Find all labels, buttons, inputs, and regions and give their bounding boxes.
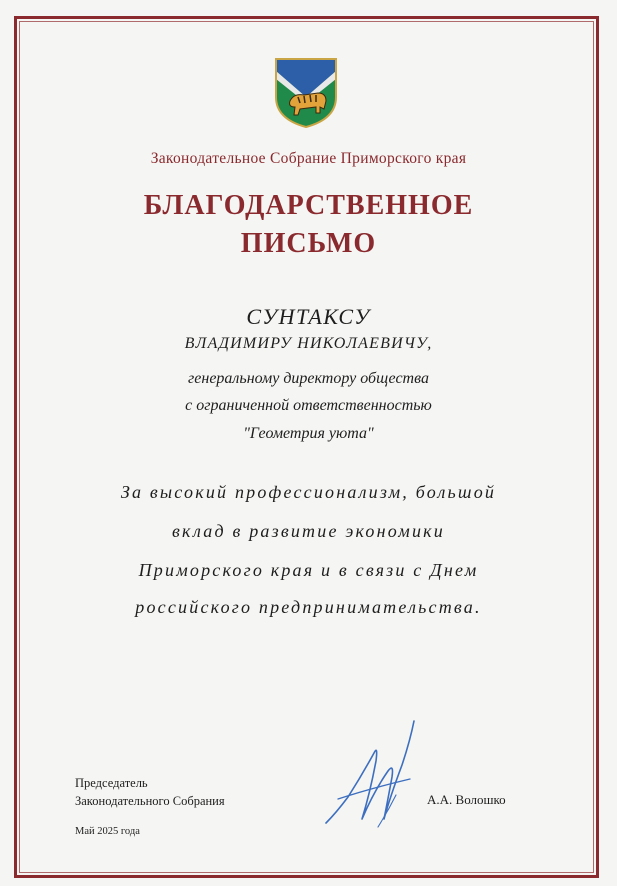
recipient-position-line-2: с ограниченной ответственностью xyxy=(185,397,432,414)
coat-of-arms-tiger-icon xyxy=(274,57,338,129)
issue-date: Май 2025 года xyxy=(75,826,140,837)
recipient-company: "Геометрия уюта" xyxy=(243,425,374,442)
chair-title xyxy=(75,774,225,810)
motivation-line-3: Приморского края и в связи с Днем xyxy=(138,560,479,580)
recipient-position-line-1: генеральному директору общества xyxy=(188,370,429,387)
document-title-line-2: ПИСЬМО xyxy=(240,228,377,259)
recipient-given-names: ВЛАДИМИРУ НИКОЛАЕВИЧУ, xyxy=(184,335,433,352)
recipient-surname: СУНТАКСУ xyxy=(246,304,371,329)
handwritten-signature xyxy=(318,715,423,835)
chair-title-line-2: Законодательного Собрания xyxy=(75,794,225,808)
organization-name: Законодательное Собрание Приморского края xyxy=(150,150,467,167)
document-title-line-1: БЛАГОДАРСТВЕННОЕ xyxy=(143,190,474,221)
signatory-name: А.А. Волошко xyxy=(427,792,506,807)
inner-border xyxy=(19,21,594,873)
motivation-line-2: вклад в развитие экономики xyxy=(172,521,445,541)
motivation-line-4: российского предпринимательства. xyxy=(135,597,482,617)
motivation-line-1: За высокий профессионализм, большой xyxy=(120,482,497,502)
chair-title-line-1: Председатель xyxy=(75,776,148,790)
